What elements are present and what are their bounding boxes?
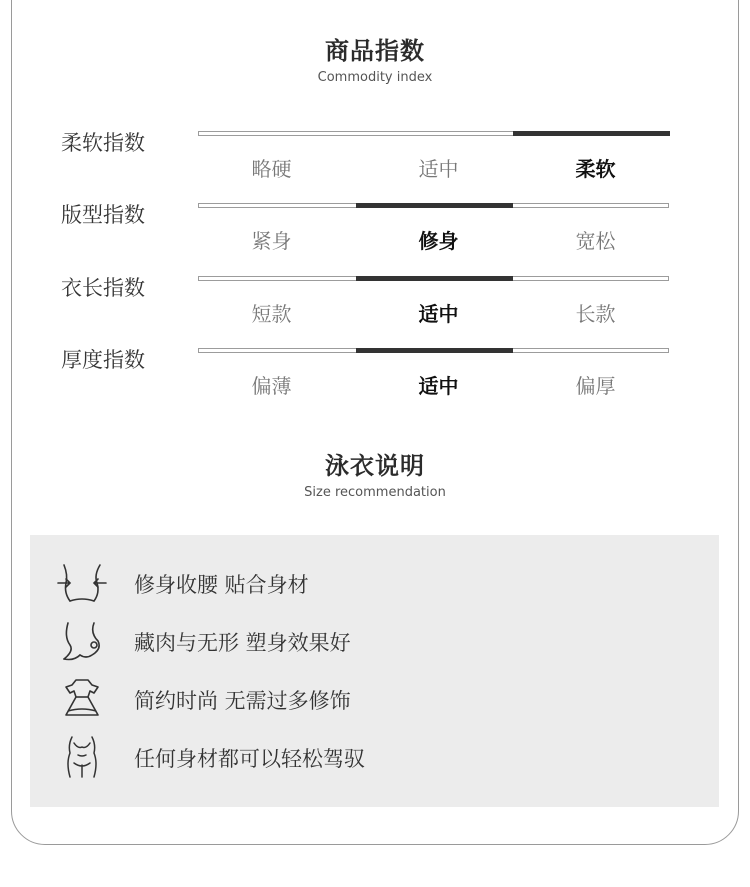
index-option: 略硬 (251, 157, 292, 181)
index-option: 短款 (251, 302, 292, 326)
index-label: 版型指数 (61, 203, 145, 227)
index-row-fit (0, 203, 750, 273)
index-option: 偏厚 (575, 374, 616, 398)
feature-text: 藏肉与无形 塑身效果好 (134, 631, 351, 655)
index-bar (198, 276, 669, 281)
index-label: 厚度指数 (61, 348, 145, 372)
feature-item (30, 615, 719, 665)
commodity-index-heading (0, 31, 750, 85)
feature-panel (30, 535, 719, 807)
feature-text: 任何身材都可以轻松驾驭 (134, 747, 365, 771)
index-bar-selected (513, 131, 670, 136)
waist-icon (54, 561, 110, 605)
figure-icon (54, 735, 110, 779)
feature-text: 修身收腰 贴合身材 (134, 573, 309, 597)
section-subtitle: Commodity index (317, 70, 433, 85)
index-bar-selected (356, 348, 513, 353)
index-option: 长款 (575, 302, 616, 326)
section-subtitle: Size recommendation (304, 485, 446, 500)
index-row-softness (0, 131, 750, 201)
index-option-selected: 适中 (418, 302, 459, 326)
feature-item (30, 673, 719, 723)
index-label: 柔软指数 (61, 131, 145, 155)
index-bar-selected (356, 276, 513, 281)
index-bar (198, 131, 669, 136)
index-option-selected: 适中 (418, 374, 459, 398)
index-row-length (0, 276, 750, 346)
index-option-selected: 修身 (418, 229, 459, 253)
index-label: 衣长指数 (61, 276, 145, 300)
index-option: 紧身 (251, 229, 292, 253)
index-bar (198, 348, 669, 353)
feature-item (30, 557, 719, 607)
index-option: 宽松 (575, 229, 616, 253)
body-curve-icon (54, 619, 110, 663)
index-option-selected: 柔软 (575, 157, 616, 181)
section-title: 泳衣说明 (325, 452, 425, 480)
index-row-thickness (0, 348, 750, 418)
index-option: 偏薄 (251, 374, 292, 398)
index-option: 适中 (418, 157, 459, 181)
feature-text: 简约时尚 无需过多修饰 (134, 689, 351, 713)
feature-item (30, 731, 719, 781)
index-bar-selected (356, 203, 513, 208)
index-bar (198, 203, 669, 208)
swimwear-heading (0, 446, 750, 500)
dress-icon (54, 677, 110, 721)
section-title: 商品指数 (325, 37, 425, 65)
